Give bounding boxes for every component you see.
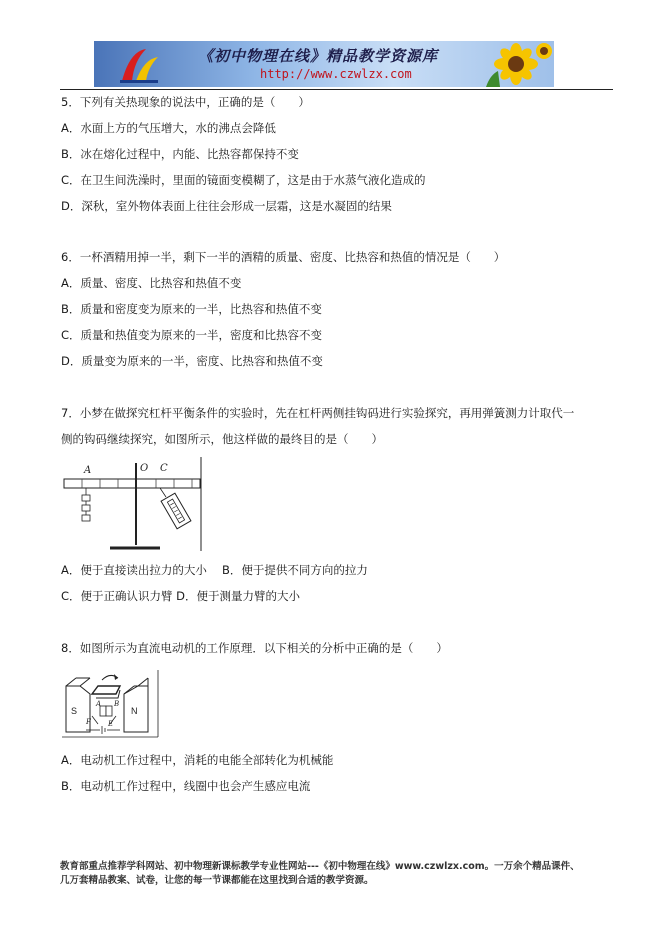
q7-options-line2: C．便于正确认识力臂 D．便于测量力臂的大小 bbox=[61, 589, 301, 603]
q7-options-line1: A．便于直接读出拉力的大小 B．便于提供不同方向的拉力 bbox=[61, 563, 368, 577]
label-n: N bbox=[131, 706, 138, 716]
label-e: E bbox=[108, 720, 114, 728]
label-a-motor: A bbox=[96, 700, 102, 708]
q6-option-c: C．质量和热值变为原来的一半，密度和比热容不变 bbox=[61, 328, 323, 342]
q7-stem-line2: 侧的钩码继续探究，如图所示，他这样做的最终目的是（ ） bbox=[61, 432, 383, 446]
footer-line1: 教育部重点推荐学科网站、初中物理新课标教学专业性网站---《初中物理在线》www.czwlzx.com。一万余个精品课件、 bbox=[60, 861, 580, 872]
banner-url[interactable]: http://www.czwlzx.com bbox=[260, 67, 412, 81]
label-o: O bbox=[140, 463, 149, 474]
header-banner bbox=[94, 41, 554, 87]
q5-option-a: A．水面上方的气压增大，水的沸点会降低 bbox=[61, 121, 276, 135]
q5-option-b: B．冰在熔化过程中，内能、比热容都保持不变 bbox=[61, 147, 299, 161]
label-c: C bbox=[160, 463, 168, 474]
q6-option-a: A．质量、密度、比热容和热值不变 bbox=[61, 276, 242, 290]
q5-option-c: C．在卫生间洗澡时，里面的镜面变模糊了，这是由于水蒸气液化造成的 bbox=[61, 173, 426, 187]
q8-option-b: B．电动机工作过程中，线圈中也会产生感应电流 bbox=[61, 779, 311, 793]
q5-stem: 5．下列有关热现象的说法中，正确的是（ ） bbox=[61, 95, 310, 109]
label-a: A bbox=[84, 465, 92, 476]
footer-line2: 几万套精品教案、试卷，让您的每一节课都能在这里找到合适的教学资源。 bbox=[60, 875, 374, 886]
q8-option-a: A．电动机工作过程中，消耗的电能全部转化为机械能 bbox=[61, 753, 334, 767]
q6-option-b: B．质量和密度变为原来的一半，比热容和热值不变 bbox=[61, 302, 322, 316]
label-b-motor: B bbox=[114, 700, 120, 708]
site-logo-icon bbox=[116, 45, 162, 85]
motor-figure bbox=[62, 664, 160, 738]
q7-stem-line1: 7．小梦在做探究杠杆平衡条件的实验时，先在杠杆两侧挂钩码进行实验探究，再用弹簧测力计取代一 bbox=[61, 406, 575, 420]
q8-stem: 8．如图所示为直流电动机的工作原理．以下相关的分析中正确的是（ ） bbox=[61, 641, 448, 655]
q6-option-d: D．质量变为原来的一半，密度、比热容和热值不变 bbox=[61, 354, 323, 368]
q6-stem: 6．一杯酒精用掉一半，剩下一半的酒精的质量、密度、比热容和热值的情况是（ ） bbox=[61, 250, 506, 264]
label-f: F bbox=[86, 718, 91, 726]
page-footer bbox=[60, 860, 620, 888]
banner-title: 《初中物理在线》精品教学资源库 bbox=[198, 47, 439, 65]
header-divider bbox=[60, 89, 613, 90]
lever-figure bbox=[62, 457, 204, 553]
label-s: S bbox=[71, 706, 78, 716]
q5-option-d: D．深秋，室外物体表面上往往会形成一层霜，这是水凝固的结果 bbox=[61, 199, 392, 213]
sunflower-icon bbox=[476, 41, 554, 87]
